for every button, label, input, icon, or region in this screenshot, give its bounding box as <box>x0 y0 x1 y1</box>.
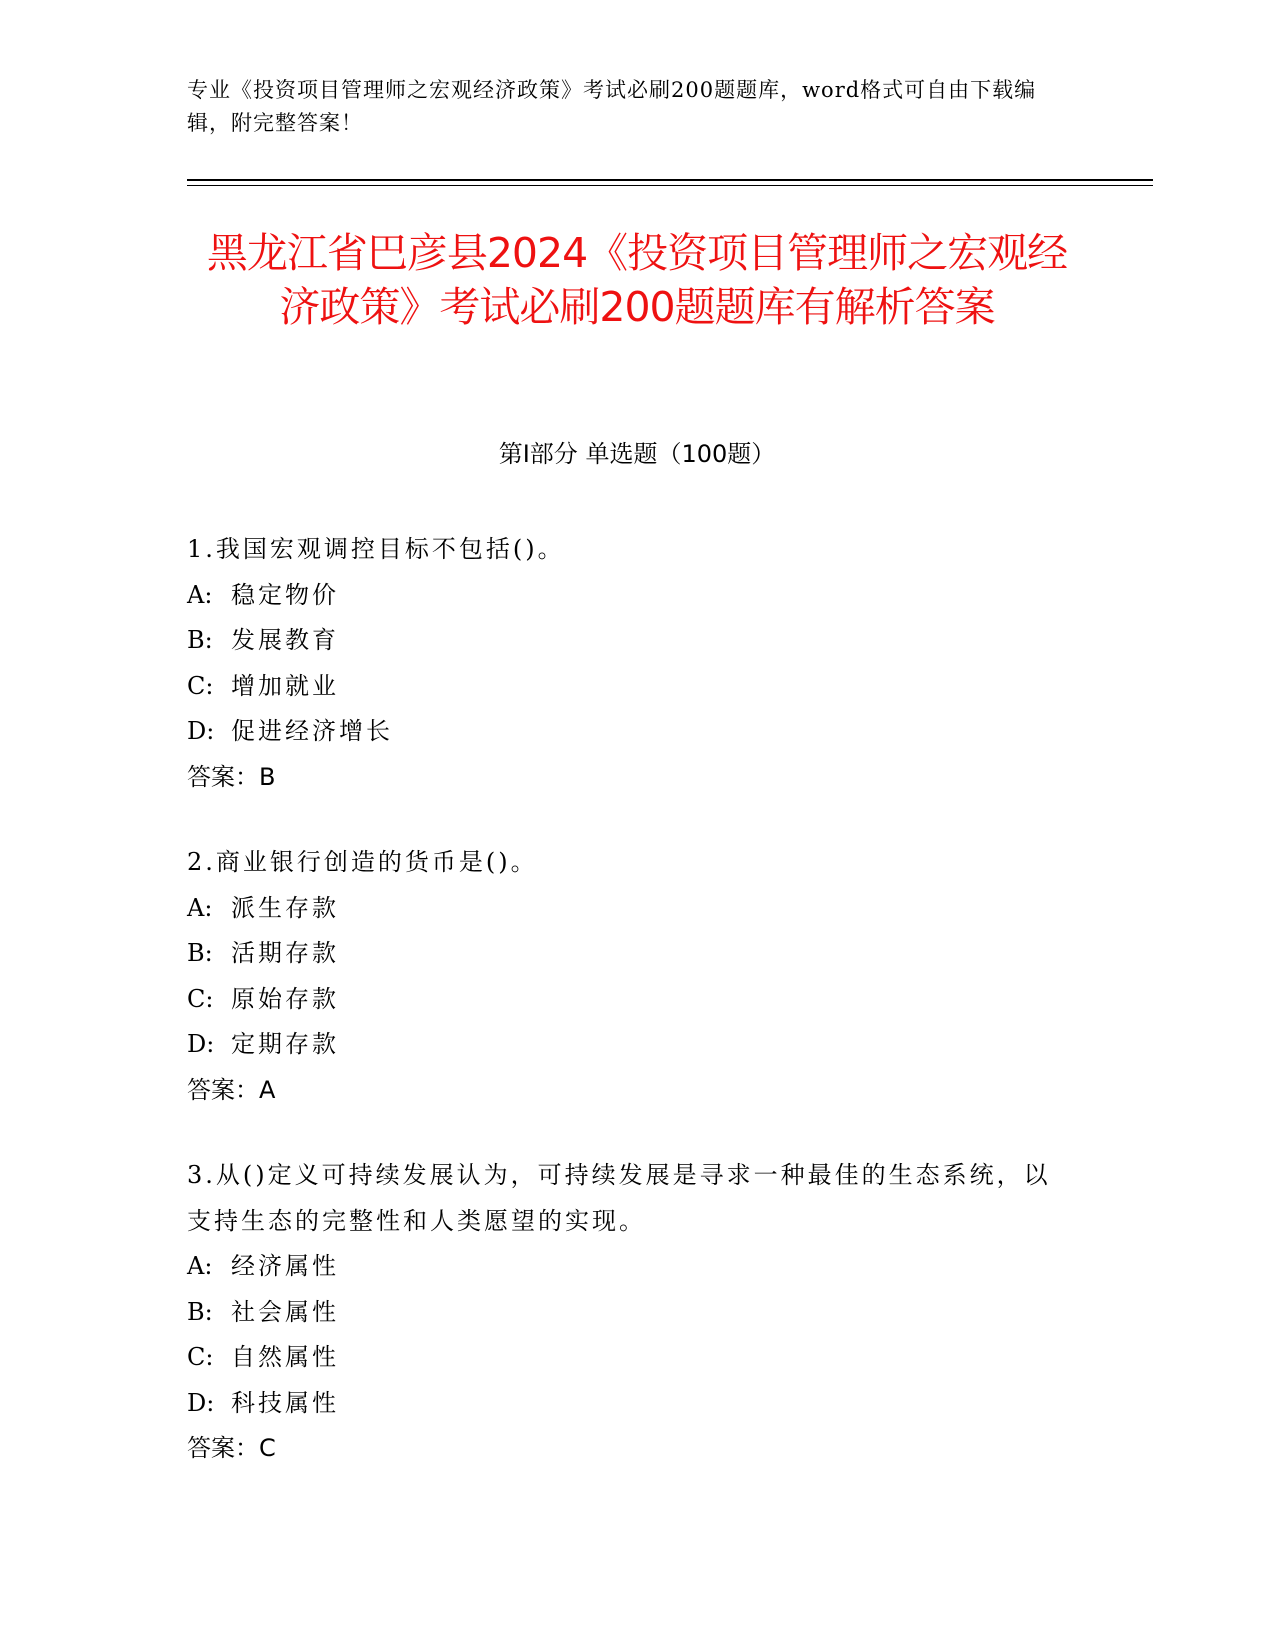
option-d <box>187 709 1087 755</box>
header-note: 专业《投资项目管理师之宏观经济政策》考试必刷200题题库，word格式可自由下载编辑，附完整答案！ <box>187 78 1037 135</box>
option-key: A: <box>187 580 213 609</box>
option-key: D: <box>187 1030 215 1058</box>
answer-line: 答案：B <box>187 762 276 791</box>
section-heading: 第Ⅰ部分 单选题（100题） <box>498 440 776 468</box>
option-key: B: <box>187 1297 213 1326</box>
option-b <box>187 1290 1087 1336</box>
option-key: A: <box>187 1252 213 1280</box>
option-text: 促进经济增长 <box>231 717 393 745</box>
question-stem: 3.从()定义可持续发展认为，可持续发展是寻求一种最佳的生态系统，以支持生态的完整性和人类愿望的实现。 <box>187 1161 1051 1235</box>
option-text: 稳定物价 <box>231 580 339 609</box>
answer-line: 答案：A <box>187 1075 276 1104</box>
option-key: D: <box>187 1388 215 1417</box>
option-a <box>187 573 1087 619</box>
header-rule-thick <box>187 179 1153 181</box>
option-key: B: <box>187 939 213 967</box>
option-text: 原始存款 <box>231 984 339 1013</box>
question-2 <box>187 840 1087 1113</box>
option-text: 科技属性 <box>231 1388 339 1417</box>
option-c <box>187 664 1087 710</box>
option-text: 定期存款 <box>231 1030 339 1058</box>
document-title: 黑龙江省巴彦县2024《投资项目管理师之宏观经济政策》考试必刷200题题库有解析答案 <box>206 229 1068 331</box>
option-b <box>187 618 1087 664</box>
option-d <box>187 1022 1087 1068</box>
option-c <box>187 977 1087 1023</box>
option-key: A: <box>187 893 213 922</box>
answer-line: 答案：C <box>187 1434 276 1462</box>
question-stem: 1.我国宏观调控目标不包括()。 <box>187 535 565 563</box>
header-rule-thin <box>187 185 1153 186</box>
option-key: C: <box>187 1343 214 1371</box>
option-key: B: <box>187 626 213 654</box>
option-c <box>187 1335 1087 1381</box>
option-text: 社会属性 <box>231 1297 339 1326</box>
option-b <box>187 931 1087 977</box>
option-text: 派生存款 <box>231 893 339 922</box>
question-list <box>187 527 1087 1512</box>
question-stem: 2.商业银行创造的货币是()。 <box>187 848 538 876</box>
option-key: C: <box>187 671 214 700</box>
option-text: 增加就业 <box>231 671 339 700</box>
option-key: C: <box>187 984 214 1013</box>
option-text: 自然属性 <box>231 1343 339 1371</box>
option-text: 活期存款 <box>231 939 339 967</box>
question-3 <box>187 1153 1087 1472</box>
option-d <box>187 1381 1087 1427</box>
option-a <box>187 886 1087 932</box>
option-key: D: <box>187 717 215 745</box>
option-text: 经济属性 <box>231 1252 339 1280</box>
option-a <box>187 1244 1087 1290</box>
question-1 <box>187 527 1087 800</box>
option-text: 发展教育 <box>231 626 339 654</box>
